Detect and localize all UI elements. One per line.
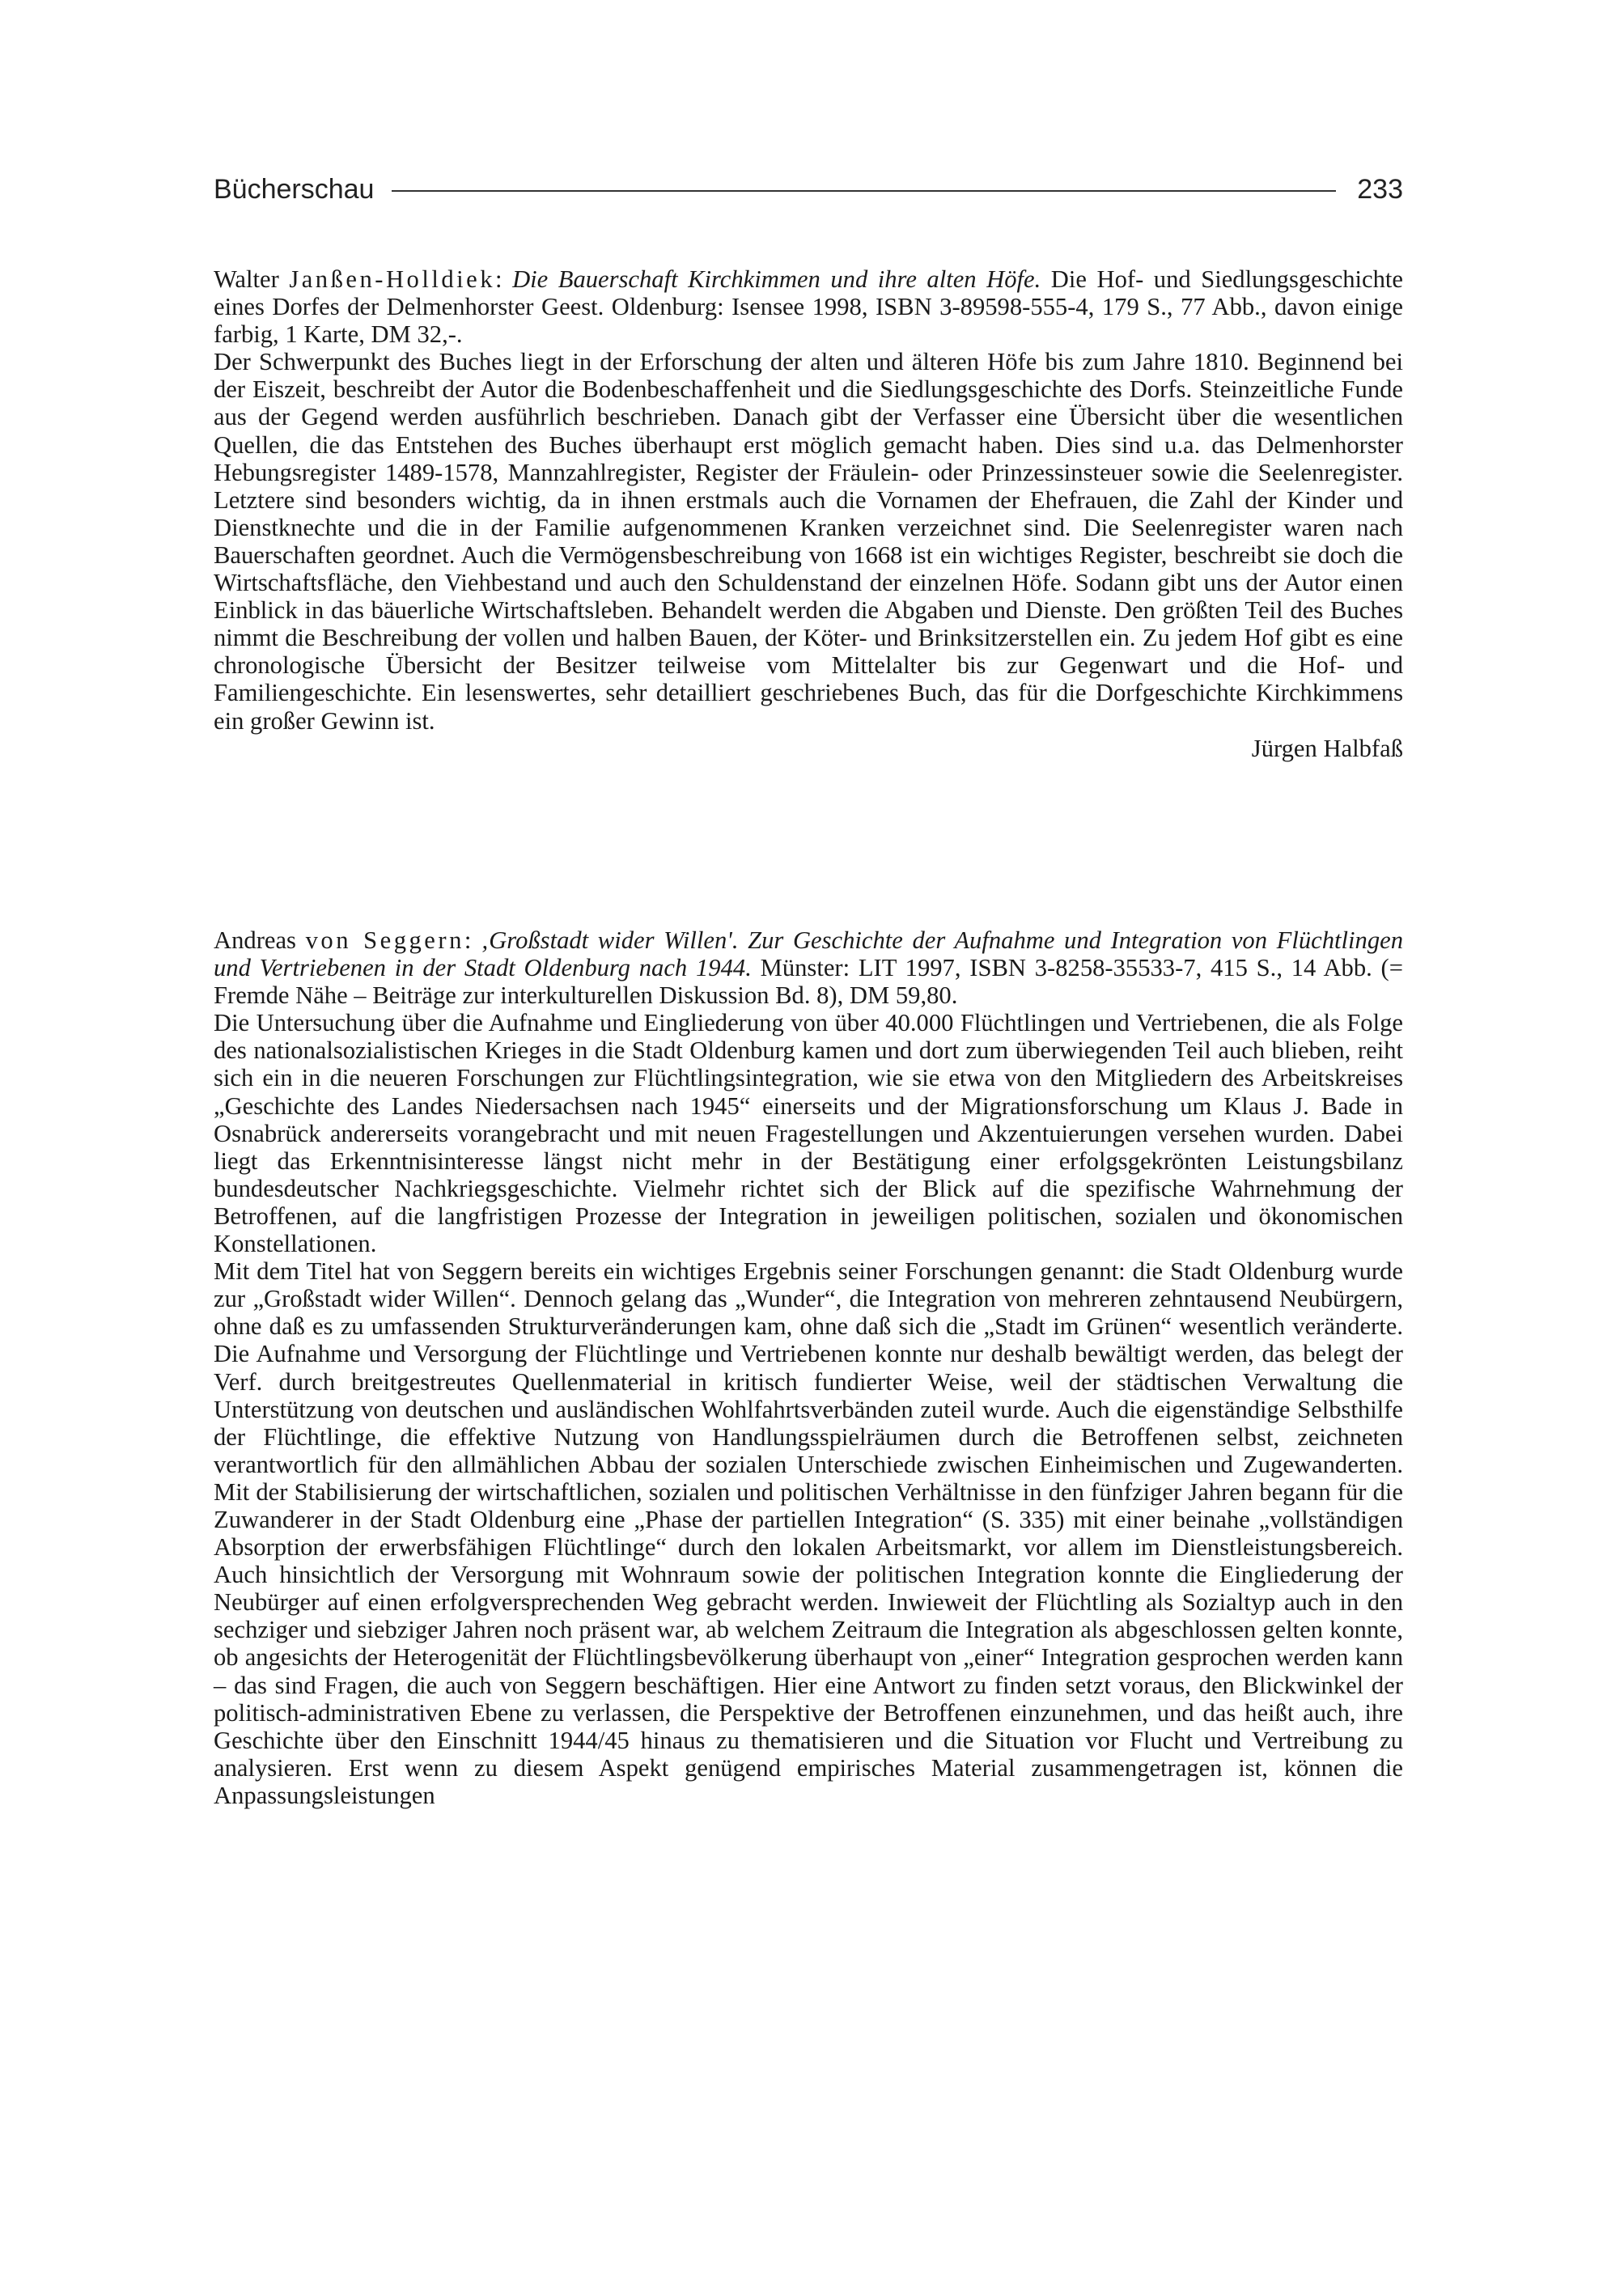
author-first-name: Andreas — [214, 926, 296, 954]
review-paragraph: Die Untersuchung über die Aufnahme und Eingliederung von über 40.000 Flüchtlingen und Vertriebenen, die als Folge des nationalsozialistischen Krieges in die Stadt Oldenburg kamen und dort zum überwiegenden Teil auch blieben, reiht sich ein in die neueren Forschungen zur Flüchtlingsintegration, wie sie etwa von den Mitgliedern des Arbeitskreises „Geschichte des Landes Niedersachsen nach 1945“ einerseits und der Migrationsforschung um Klaus J. Bade in Osnabrück andererseits vorangebracht und mit neuen Fragestellungen und Akzentuierungen versehen wurden. Dabei liegt das Erkenntnisinteresse längst nicht mehr in der Bestätigung einer erfolgsgekrönten Leistungsbilanz bundesdeutscher Nachkriegsgeschichte. Vielmehr richtet sich der Blick auf die spezifische Wahrnehmung der Betroffenen, auf die langfristigen Prozesse der Integration in jeweiligen politischen, sozialen und ökonomischen Konstellationen. — [214, 1009, 1403, 1258]
book-title: Die Bauerschaft Kirchkimmen und ihre alten Höfe. — [512, 265, 1041, 293]
author-separator: : — [464, 926, 472, 954]
author-last-name: Janßen-Holldiek — [289, 265, 496, 293]
bibliographic-details: Die Hof- und Siedlungsgeschichte eines Dorfes der Delmenhorster Geest. Oldenburg: Isensee 1998, ISBN 3-89598-555-4, 179 S., 77 Abb., davon einige farbig, 1 Karte, DM 32,-. — [214, 265, 1404, 349]
bibliographic-details: Münster: LIT 1997, ISBN 3-8258-35533-7, 415 S., 14 Abb. (= Fremde Nähe – Beiträge zur interkulturellen Diskussion Bd. 8), DM 59,80. — [214, 954, 1403, 1010]
book-title: ‚Großstadt wider Willen'. Zur Geschichte der Aufnahme und Integration von Flüchtlingen und Vertriebenen in der Stadt Oldenburg nach 1944. — [214, 926, 1403, 982]
header-rule — [392, 190, 1336, 192]
review-citation — [214, 265, 1403, 348]
running-head — [214, 167, 1403, 212]
review-citation — [214, 926, 1403, 1009]
author-first-name: Walter — [214, 265, 279, 293]
page-number: 233 — [1357, 173, 1403, 205]
author-last-name: von Seggern — [305, 926, 464, 954]
section-title: Bücherschau — [214, 173, 375, 205]
review-paragraph: Mit dem Titel hat von Seggern bereits ein wichtiges Ergebnis seiner Forschungen genannt: die Stadt Oldenburg wurde zur „Großstadt wider Willen“. Dennoch gelang das „Wunder“, die Integration von mehreren zehntausend Neubürgern, ohne daß es zu umfassenden Strukturveränderungen kam, ohne daß sich die „Stadt im Grünen“ wesentlich veränderte. Die Aufnahme und Versorgung der Flüchtlinge und Vertriebenen konnte nur deshalb bewältigt werden, das belegt der Verf. durch breitgestreutes Quellenmaterial in kritisch fundierter Weise, weil der städtischen Verwaltung die Unterstützung von deutschen und ausländischen Wohlfahrtsverbänden zuteil wurde. Auch die eigenständige Selbsthilfe der Flüchtlinge, die effektive Nutzung von Handlungsspielräumen durch die Betroffenen selbst, zeichneten verantwortlich für den allmählichen Abbau der sozialen Unterschiede zwischen Einheimischen und Zugewanderten. Mit der Stabilisierung der wirtschaftlichen, sozialen und politischen Verhältnisse in den fünfziger Jahren begann für die Zuwanderer in der Stadt Oldenburg eine „Phase der partiellen Integration“ (S. 335) mit einer beinahe „vollständigen Absorption der erwerbsfähigen Flüchtlinge“ durch den lokalen Arbeitsmarkt, vor allem im Dienstleistungsbereich. Auch hinsichtlich der Versorgung mit Wohnraum sowie der politischen Integration konnte die Eingliederung der Neubürger auf einen erfolgversprechenden Weg gebracht werden. Inwieweit der Flüchtling als Sozialtyp auch in den sechziger und siebziger Jahren noch präsent war, ab welchem Zeitraum die Integration als abgeschlossen gelten konnte, ob angesichts der Heterogenität der Flüchtlingsbevölkerung überhaupt von „einer“ Integration gesprochen werden kann – das sind Fragen, die auch von Seggern beschäftigen. Hier eine Antwort zu finden setzt voraus, den Blickwinkel der politisch-administrativen Ebene zu verlassen, die Perspektive der Betroffenen einzunehmen, und das heißt auch, ihre Geschichte über den Einschnitt 1944/45 hinaus zu thematisieren und die Situation vor Flucht und Vertreibung zu analysieren. Erst wenn zu diesem Aspekt genügend empirisches Material zusammengetragen ist, können die Anpassungsleistungen — [214, 1257, 1403, 1809]
author-separator: : — [495, 265, 502, 293]
review-paragraph: Der Schwerpunkt des Buches liegt in der Erforschung der alten und älteren Höfe bis zum Jahre 1810. Beginnend bei der Eiszeit, beschreibt der Autor die Bodenbeschaffenheit und die Siedlungsgeschichte des Dorfs. Steinzeitliche Funde aus der Gegend werden ausführlich beschrieben. Danach gibt der Verfasser eine Übersicht über die wesentlichen Quellen, die das Entstehen des Buches überhaupt erst möglich gemacht haben. Dies sind u.a. das Delmenhorster Hebungsregister 1489-1578, Mannzahlregister, Register der Fräulein- oder Prinzessinsteuer sowie die Seelenregister. Letztere sind besonders wichtig, da in ihnen erstmals auch die Vornamen der Ehefrauen, die Zahl der Kinder und Dienstknechte und die in der Familie aufgenommenen Kranken verzeichnet sind. Die Seelenregister waren nach Bauerschaften geordnet. Auch die Vermögensbeschreibung von 1668 ist ein wichtiges Register, beschreibt sie doch die Wirtschaftsfläche, den Viehbestand und auch den Schuldenstand der einzelnen Höfe. Sodann gibt uns der Autor einen Einblick in das bäuerliche Wirtschaftsleben. Behandelt werden die Abgaben und Dienste. Den größten Teil des Buches nimmt die Beschreibung der vollen und halben Bauen, der Köter- und Brinksitzerstellen ein. Zu jedem Hof gibt es eine chronologische Übersicht der Besitzer teilweise vom Mittelalter bis zur Gegenwart und die Hof- und Familiengeschichte. Ein lesenswertes, sehr detailliert geschriebenes Buch, das für die Dorfgeschichte Kirchkimmens ein großer Gewinn ist. — [214, 348, 1403, 735]
review-kirchkimmen — [214, 265, 1403, 762]
review-grossstadt-wider-willen — [214, 926, 1403, 1809]
book-review-page — [214, 0, 1403, 2293]
reviewer-name: Jürgen Halbfaß — [1251, 734, 1403, 762]
